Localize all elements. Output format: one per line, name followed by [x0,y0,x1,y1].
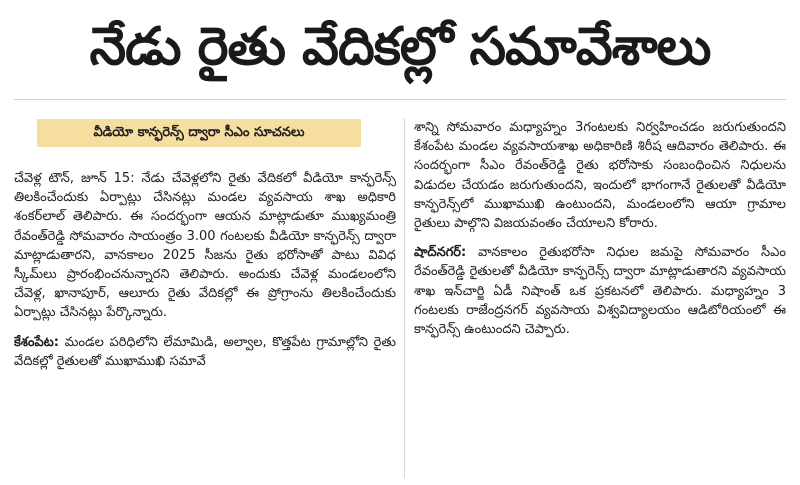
right-paragraph-2-text: వానకాలం రైతుభరోసా నిధుల జమపై సోమవారం సీఎం రేవంత్‌రెడ్డి రైతులతో వీడియో కాన్ఫరెన్స్ ద్వారా మాట్లాడుతారని వ్యవసాయ శాఖ ఇన్‌చార్జి ఏడీ నిషాంత్ ఒక ప్రకటనలో తెలిపారు. మధ్యాహ్నం 3 గంటలకు రాజేంద్రనగర్ వ్యవసాయ విశ్వవిద్యాలయం ఆడిటోరియంలో ఈ కాన్ఫరెన్స్ ఉంటుందని చెప్పారు. [414,245,786,338]
dateline-shadnagar: షాద్‌నగర్: [414,245,467,261]
left-paragraph-2 [14,333,396,371]
right-paragraph-1: శాన్ని సోమవారం మధ్యాహ్నం 3గంటలకు నిర్వహించడం జరుగుతుందని కేశంపేట మండల వ్యవసాయశాఖ అధికారిణి శిరీష ఆదివారం తెలిపారు. ఈ సందర్భంగా సీఎం రేవంత్‌రెడ్డి రైతు భరోసాకు సంబంధించిన నిధులను విడుదల చేయడం జరుగుతుందని, ఇందులో భాగంగానే రైతులతో వీడియో కాన్ఫరెన్స్‌లో ముఖాముఖి ఉంటుందని, మండలంలోని ఆయా గ్రామాల రైతులు పాల్గొని విజయవంతం చేయాలని కోరారు. [414,120,786,232]
dateline-keshampet: కేశంపేట: [14,334,60,350]
left-paragraph-1: చేవెళ్ల టౌన్, జూన్ 15: నేడు చేవెళ్లలోని రైతు వేదికలో వీడియో కాన్ఫరెన్స్ తిలకించేందుకు ఏర్పాట్లు చేసినట్లు మండల వ్యవసాయ శాఖ అధికారి శంకర్‌లాల్ తెలిపారు. ఈ సందర్భంగా ఆయన మాట్లాడుతూ ముఖ్యమంత్రి రేవంత్‌రెడ్డి సోమవారం సాయంత్రం 3.00 గంటలకు వీడియో కాన్ఫరెన్స్ ద్వారా మాట్లాడుతారని, వానకాలం 2025 సీజను రైతు భరోసాతో పాటు వివిధ స్కీమ్‌లు ప్రారంభించనున్నారని తెలిపారు. అందుకు చేవెళ్ల మండలంలోని చేవెళ్ల, ఖానాపూర్, ఆలూరు రైతు వేదికల్లో ఈ ప్రోగ్రాంను తిలకించేందుకు ఏర్పాట్లు చేసినట్లు పేర్కొన్నారు. [14,171,396,321]
headline-divider [14,99,786,100]
left-column [14,169,396,475]
right-column [414,118,786,468]
right-paragraph-2 [414,243,786,339]
headline: నేడు రైతు వేదికల్లో సమావేశాలు [89,17,711,77]
column-divider [404,118,405,478]
subheadline: వీడియో కాన్ఫరెన్స్ ద్వారా సీఎం సూచనలు [37,119,361,147]
left-paragraph-2-text: మండల పరిధిలోని లేమామిడి, అల్వాల, కొత్తపేట గ్రామాల్లోని రైతు వేదికల్లో రైతులతో ముఖాముఖి సమావే [14,334,396,369]
